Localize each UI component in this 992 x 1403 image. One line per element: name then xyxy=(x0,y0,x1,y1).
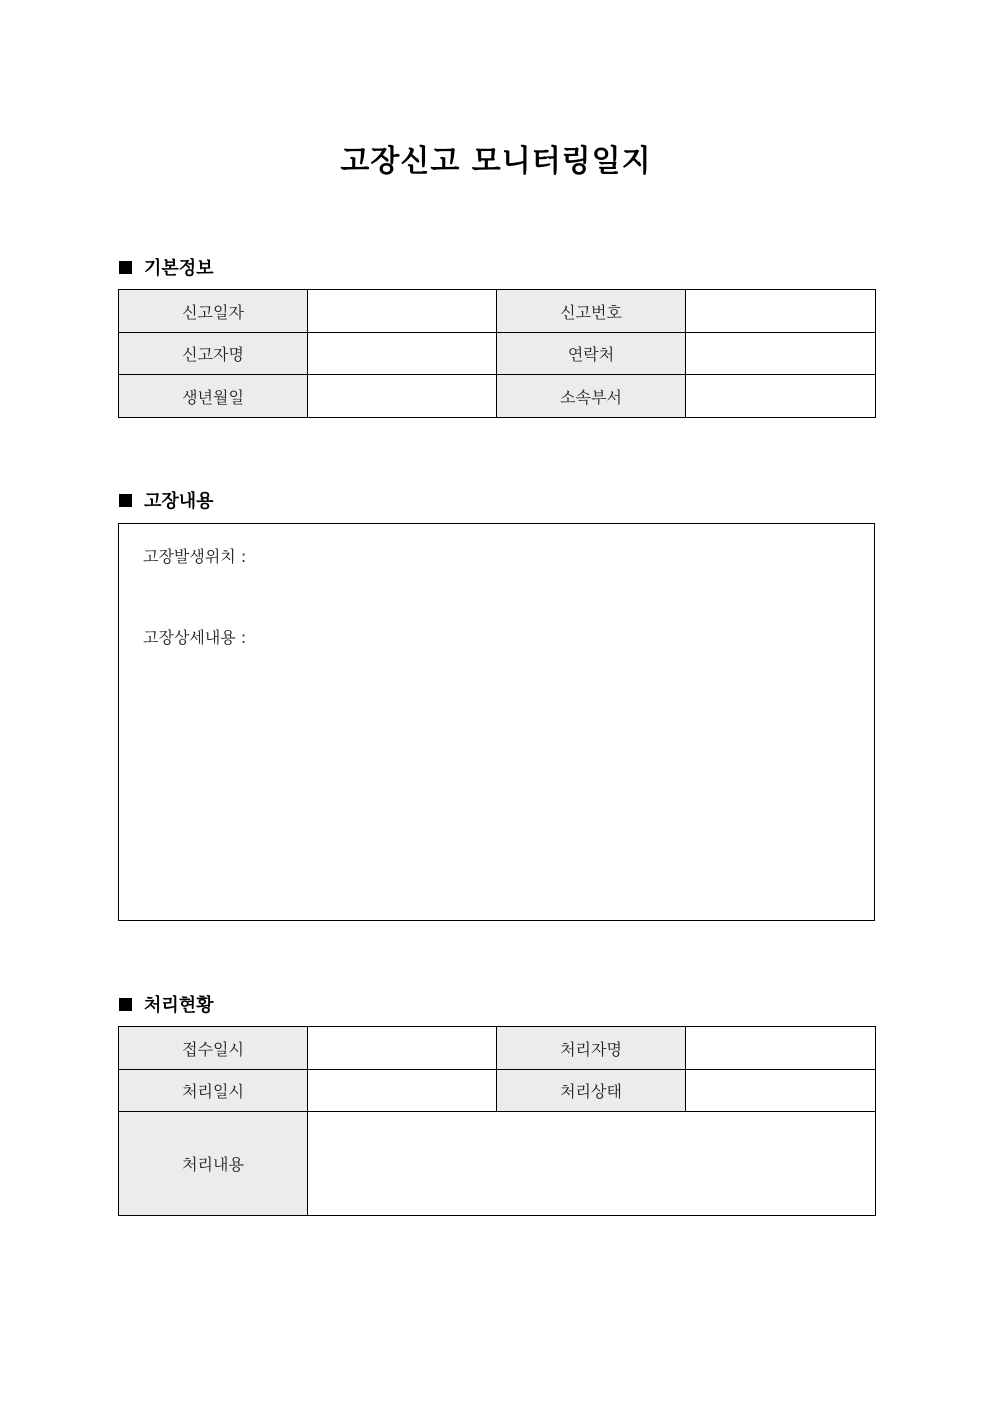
section-heading-label: 고장내용 xyxy=(144,491,214,512)
square-bullet-icon xyxy=(119,998,132,1011)
table-row xyxy=(119,1112,876,1216)
table-row xyxy=(119,290,876,333)
reporter-name-label: 신고자명 xyxy=(119,333,308,375)
table-row xyxy=(119,1027,876,1070)
department-label: 소속부서 xyxy=(497,375,686,418)
fault-location-label: 고장발생위치 : xyxy=(143,547,247,566)
report-number-field[interactable] xyxy=(686,290,876,333)
processing-status-table xyxy=(118,1026,876,1216)
birth-date-label: 생년월일 xyxy=(119,375,308,418)
department-field[interactable] xyxy=(686,375,876,418)
section-heading-label: 처리현황 xyxy=(144,995,214,1016)
report-date-field[interactable] xyxy=(308,290,497,333)
processed-datetime-field[interactable] xyxy=(308,1070,497,1112)
handler-name-field[interactable] xyxy=(686,1027,876,1070)
table-row xyxy=(119,1070,876,1112)
received-datetime-label: 접수일시 xyxy=(119,1027,308,1070)
contact-label: 연락처 xyxy=(497,333,686,375)
received-datetime-field[interactable] xyxy=(308,1027,497,1070)
report-number-label: 신고번호 xyxy=(497,290,686,333)
basic-info-table xyxy=(118,289,876,418)
section-heading-basic-info xyxy=(119,254,214,280)
section-heading-label: 기본정보 xyxy=(144,258,214,279)
contact-field[interactable] xyxy=(686,333,876,375)
fault-detail-label: 고장상세내용 : xyxy=(143,628,247,647)
process-content-label: 처리내용 xyxy=(119,1112,308,1216)
processed-datetime-label: 처리일시 xyxy=(119,1070,308,1112)
section-heading-processing-status xyxy=(119,991,214,1017)
process-status-field[interactable] xyxy=(686,1070,876,1112)
page-title: 고장신고 모니터링일지 xyxy=(340,144,652,179)
fault-location-line xyxy=(143,544,246,567)
process-content-field[interactable] xyxy=(308,1112,876,1216)
birth-date-field[interactable] xyxy=(308,375,497,418)
process-status-label: 처리상태 xyxy=(497,1070,686,1112)
reporter-name-field[interactable] xyxy=(308,333,497,375)
square-bullet-icon xyxy=(119,494,132,507)
handler-name-label: 처리자명 xyxy=(497,1027,686,1070)
fault-detail-line xyxy=(143,625,246,648)
square-bullet-icon xyxy=(119,261,132,274)
fault-content-box[interactable] xyxy=(118,523,875,921)
table-row xyxy=(119,375,876,418)
report-date-label: 신고일자 xyxy=(119,290,308,333)
table-row xyxy=(119,333,876,375)
section-heading-fault-content xyxy=(119,487,214,513)
